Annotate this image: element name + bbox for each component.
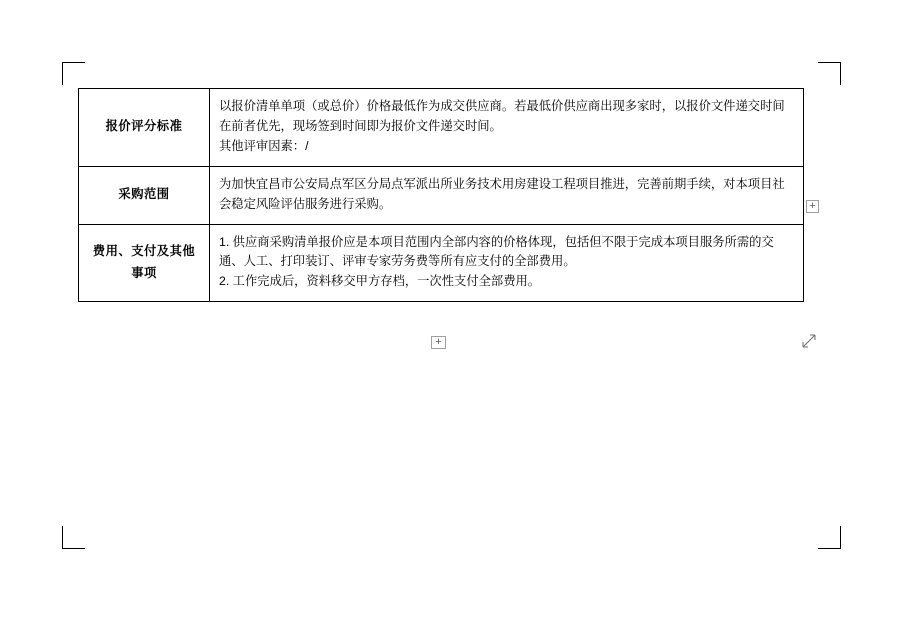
crop-mark-bottom-right [818,526,841,549]
crop-mark-top-left [62,62,85,85]
table-add-column-handle[interactable] [806,200,819,213]
row-label-procurement-scope: 采购范围 [79,166,210,224]
plus-icon: + [435,336,442,348]
row-label-fees-payment: 费用、支付及其他事项 [79,224,210,302]
table-row [79,89,804,167]
table-add-row-handle[interactable] [431,336,446,349]
fees-paragraph-2: 2. 工作完成后，资料移交甲方存档，一次性支付全部费用。 [219,274,541,289]
row-content-procurement-scope [210,166,804,224]
procurement-table [78,88,804,302]
table-row [79,224,804,302]
row-content-fees-payment [210,224,804,302]
crop-mark-top-right [818,62,841,85]
scope-paragraph-1: 为加快宜昌市公安局点军区分局点军派出所业务技术用房建设工程项目推进，完善前期手续，对本项目社会稳定风险评估服务进行采购。 [219,176,785,211]
table-resize-grip[interactable] [802,334,816,348]
scoring-paragraph-2: 其他评审因素：/ [219,138,309,153]
scoring-paragraph-1: 以报价清单单项（或总价）价格最低作为成交供应商。若最低价供应商出现多家时，以报价文件递交时间在前者优先，现场签到时间即为报价文件递交时间。 [219,99,785,133]
row-label-scoring-criteria: 报价评分标准 [79,89,210,167]
resize-grip-icon [802,334,816,348]
crop-mark-bottom-left [62,526,85,549]
plus-icon: + [809,200,816,212]
row-content-scoring-criteria [210,89,804,167]
fees-paragraph-1: 1. 供应商采购清单报价应是本项目范围内全部内容的价格体现，包括但不限于完成本项目服务所需的交通、人工、打印装订、评审专家劳务费等所有应支付的全部费用。 [219,234,774,269]
table-row [79,166,804,224]
